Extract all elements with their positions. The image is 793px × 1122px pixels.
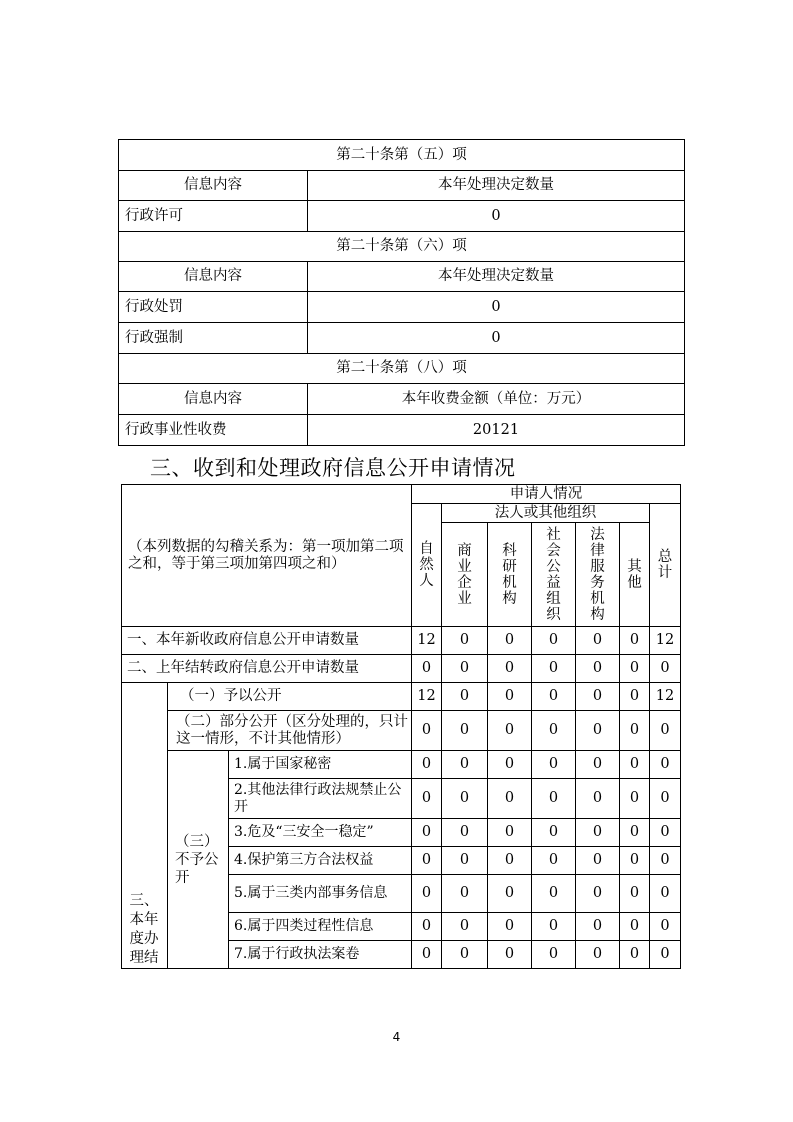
value-cell: 0 bbox=[442, 913, 488, 941]
value-cell: 0 bbox=[650, 847, 681, 875]
value-cell: 0 bbox=[576, 875, 620, 913]
application-table bbox=[121, 484, 681, 969]
col-natural bbox=[412, 504, 442, 627]
section-header-6: 第二十条第（六）项 bbox=[119, 232, 685, 262]
row-label: 行政处罚 bbox=[119, 292, 308, 323]
value-cell: 0 bbox=[442, 847, 488, 875]
value-cell: 0 bbox=[488, 683, 532, 711]
value-cell: 12 bbox=[650, 627, 681, 655]
value-cell: 0 bbox=[532, 875, 576, 913]
legal-group-header: 法人或其他组织 bbox=[442, 504, 650, 523]
header-info: 信息内容 bbox=[119, 262, 308, 292]
applicant-header: 申请人情况 bbox=[412, 485, 681, 504]
value-cell: 0 bbox=[620, 655, 650, 683]
value-cell: 0 bbox=[532, 779, 576, 819]
header-info: 信息内容 bbox=[119, 171, 308, 201]
value-cell: 0 bbox=[488, 913, 532, 941]
value-cell: 0 bbox=[488, 941, 532, 969]
value-cell: 0 bbox=[412, 655, 442, 683]
value-cell: 0 bbox=[620, 751, 650, 779]
value-cell: 0 bbox=[532, 819, 576, 847]
value-cell: 0 bbox=[442, 711, 488, 751]
col-legal-service bbox=[576, 523, 620, 627]
group3-text: 三、本年度办理结 bbox=[129, 893, 159, 966]
value-cell: 0 bbox=[532, 913, 576, 941]
row-value: 0 bbox=[308, 201, 685, 232]
row-label: 一、本年新收政府信息公开申请数量 bbox=[122, 627, 412, 655]
value-cell: 0 bbox=[532, 847, 576, 875]
value-cell: 0 bbox=[650, 913, 681, 941]
row-label: 5.属于三类内部事务信息 bbox=[229, 875, 412, 913]
col-natural-label: 自然人 bbox=[419, 541, 434, 589]
value-cell: 0 bbox=[650, 779, 681, 819]
value-cell: 0 bbox=[650, 751, 681, 779]
col-other-label: 其他 bbox=[627, 558, 642, 591]
row-label: 行政许可 bbox=[119, 201, 308, 232]
value-cell: 0 bbox=[650, 875, 681, 913]
row-value: 0 bbox=[308, 323, 685, 354]
value-cell: 0 bbox=[442, 627, 488, 655]
value-cell: 0 bbox=[442, 779, 488, 819]
value-cell: 0 bbox=[576, 683, 620, 711]
col-commercial-label: 商业企业 bbox=[457, 542, 472, 607]
value-cell: 0 bbox=[576, 655, 620, 683]
value-cell: 0 bbox=[488, 819, 532, 847]
value-cell: 0 bbox=[620, 875, 650, 913]
value-cell: 0 bbox=[532, 941, 576, 969]
col-legal-service-label: 法律服务机构 bbox=[590, 526, 605, 623]
col-other bbox=[620, 523, 650, 627]
group3-label bbox=[122, 683, 168, 969]
value-cell: 0 bbox=[576, 847, 620, 875]
value-cell: 0 bbox=[620, 913, 650, 941]
row-label: 二、上年结转政府信息公开申请数量 bbox=[122, 655, 412, 683]
value-cell: 0 bbox=[412, 819, 442, 847]
row-label: 7.属于行政执法案卷 bbox=[229, 941, 412, 969]
value-cell: 0 bbox=[532, 751, 576, 779]
value-cell: 0 bbox=[488, 655, 532, 683]
value-cell: 0 bbox=[442, 683, 488, 711]
col-total bbox=[650, 504, 681, 627]
header-count: 本年处理决定数量 bbox=[308, 262, 685, 292]
withhold-label bbox=[168, 751, 229, 969]
value-cell: 0 bbox=[576, 711, 620, 751]
value-cell: 0 bbox=[442, 941, 488, 969]
row-label: 1.属于国家秘密 bbox=[229, 751, 412, 779]
section-header-8: 第二十条第（八）项 bbox=[119, 354, 685, 384]
row-label: 行政强制 bbox=[119, 323, 308, 354]
row-label: 6.属于四类过程性信息 bbox=[229, 913, 412, 941]
value-cell: 0 bbox=[576, 941, 620, 969]
value-cell: 0 bbox=[620, 847, 650, 875]
value-cell: 0 bbox=[442, 655, 488, 683]
value-cell: 0 bbox=[620, 819, 650, 847]
value-cell: 0 bbox=[412, 751, 442, 779]
row-label: 行政事业性收费 bbox=[119, 415, 308, 446]
value-cell: 0 bbox=[650, 711, 681, 751]
value-cell: 0 bbox=[650, 819, 681, 847]
page-number: 4 bbox=[392, 1030, 401, 1044]
value-cell: 0 bbox=[620, 711, 650, 751]
value-cell: 0 bbox=[412, 711, 442, 751]
value-cell: 0 bbox=[488, 847, 532, 875]
value-cell: 0 bbox=[620, 779, 650, 819]
value-cell: 0 bbox=[488, 711, 532, 751]
decision-table bbox=[118, 139, 685, 446]
value-cell: 0 bbox=[532, 683, 576, 711]
value-cell: 0 bbox=[576, 913, 620, 941]
withhold-text: （三）不予公开 bbox=[175, 833, 219, 886]
header-count: 本年处理决定数量 bbox=[308, 171, 685, 201]
value-cell: 0 bbox=[442, 819, 488, 847]
value-cell: 0 bbox=[532, 655, 576, 683]
row-label: 4.保护第三方合法权益 bbox=[229, 847, 412, 875]
section-header-5: 第二十条第（五）项 bbox=[119, 140, 685, 171]
value-cell: 0 bbox=[488, 751, 532, 779]
value-cell: 0 bbox=[532, 627, 576, 655]
value-cell: 0 bbox=[620, 683, 650, 711]
col-public-welfare-label: 社会公益组织 bbox=[546, 526, 561, 623]
note-cell: （本列数据的勾稽关系为：第一项加第二项之和，等于第三项加第四项之和） bbox=[122, 485, 412, 627]
value-cell: 0 bbox=[488, 875, 532, 913]
value-cell: 0 bbox=[442, 751, 488, 779]
col-commercial bbox=[442, 523, 488, 627]
value-cell: 0 bbox=[650, 655, 681, 683]
value-cell: 0 bbox=[576, 779, 620, 819]
value-cell: 0 bbox=[576, 751, 620, 779]
value-cell: 0 bbox=[650, 941, 681, 969]
value-cell: 12 bbox=[650, 683, 681, 711]
col-research-label: 科研机构 bbox=[502, 542, 517, 607]
value-cell: 0 bbox=[488, 779, 532, 819]
value-cell: 0 bbox=[620, 627, 650, 655]
row-value: 20121 bbox=[308, 415, 685, 446]
value-cell: 0 bbox=[412, 847, 442, 875]
row-label: 3.危及“三安全一稳定” bbox=[229, 819, 412, 847]
col-research bbox=[488, 523, 532, 627]
value-cell: 0 bbox=[442, 875, 488, 913]
row-label: 2.其他法律行政法规禁止公开 bbox=[229, 779, 412, 819]
value-cell: 0 bbox=[620, 941, 650, 969]
value-cell: 12 bbox=[412, 627, 442, 655]
row-value: 0 bbox=[308, 292, 685, 323]
value-cell: 0 bbox=[412, 941, 442, 969]
value-cell: 0 bbox=[576, 627, 620, 655]
value-cell: 0 bbox=[576, 819, 620, 847]
header-info: 信息内容 bbox=[119, 384, 308, 415]
value-cell: 0 bbox=[412, 913, 442, 941]
row-label: （二）部分公开（区分处理的，只计这一情形，不计其他情形） bbox=[168, 711, 412, 751]
col-public-welfare bbox=[532, 523, 576, 627]
section-heading: 三、收到和处理政府信息公开申请情况 bbox=[150, 456, 516, 480]
col-total-label: 总计 bbox=[657, 549, 673, 581]
value-cell: 0 bbox=[412, 779, 442, 819]
value-cell: 0 bbox=[412, 875, 442, 913]
value-cell: 0 bbox=[532, 711, 576, 751]
value-cell: 0 bbox=[488, 627, 532, 655]
header-fee: 本年收费金额（单位：万元） bbox=[308, 384, 685, 415]
row-label: （一）予以公开 bbox=[168, 683, 412, 711]
value-cell: 12 bbox=[412, 683, 442, 711]
